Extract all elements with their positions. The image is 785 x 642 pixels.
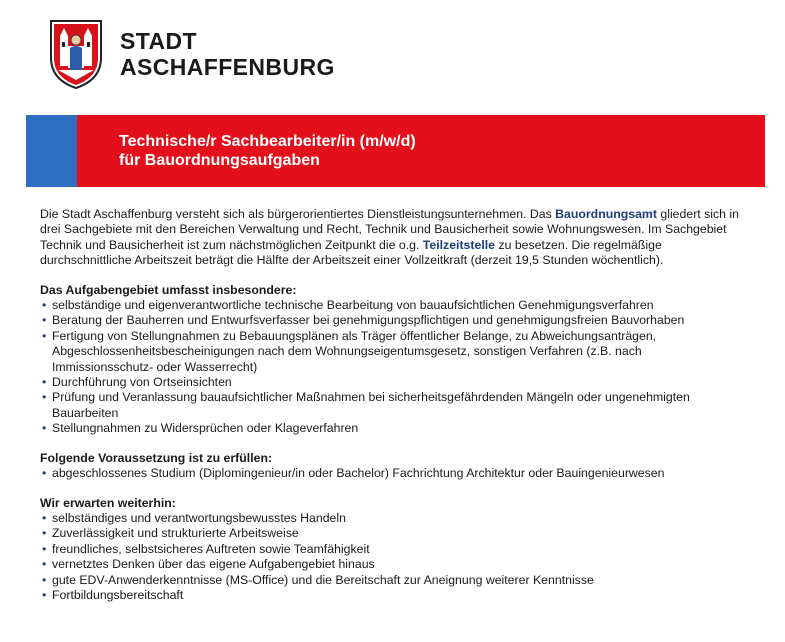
department-highlight: Bauordnungsamt xyxy=(555,207,657,221)
list-item: • Fortbildungsbereitschaft xyxy=(40,588,740,603)
intro-paragraph xyxy=(40,207,740,269)
coat-of-arms-icon xyxy=(48,18,104,90)
list-item: • abgeschlossenes Studium (Diplomingenieur/in oder Bachelor) Fachrichtung Architektur oder Bauingenieurwesen xyxy=(40,466,740,481)
requirements-list xyxy=(40,466,740,481)
section-title-requirements: Folgende Voraussetzung ist zu erfüllen: xyxy=(40,450,273,465)
section-title-expectations: Wir erwarten weiterhin: xyxy=(40,495,176,510)
list-item: • Fertigung von Stellungnahmen zu Bebauungsplänen als Träger öffentlicher Belange, zu Abweichungsanträgen, Abgeschlossenheitsbescheinigungen nach dem Wohnungseigentumsgesetz, sonstigen Verfahren (z.B. nach Immissionsschutz- oder Wasserrecht) xyxy=(40,329,740,375)
intro-text-3: zu besetzen. Die regelmäßige durchschnittliche Arbeitszeit beträgt die Hälfte der Arbeitszeit einer Vollzeitkraft (derzeit 19,5 Stunden wöchentlich). xyxy=(40,237,664,268)
job-description xyxy=(40,207,740,603)
list-item: • Stellungnahmen zu Widersprüchen oder Klageverfahren xyxy=(40,421,740,436)
intro-text-2: gliedert sich in drei Sachgebiete mit den Bereichen Verwaltung und Recht, Technik und Bausicherheit sowie Wohnungswesen. Im Sachgebiet Technik und Bausicherheit ist zum nächstmöglichen Zeitpunkt die o.g. xyxy=(40,207,739,252)
position-type-highlight: Teilzeitstelle xyxy=(422,237,495,252)
city-logo xyxy=(48,18,335,90)
city-name-line1: STADT xyxy=(120,28,197,54)
job-title-line1: Technische/r Sachbearbeiter/in (m/w/d) xyxy=(119,133,416,150)
expectations-list xyxy=(40,511,740,603)
list-item: • gute EDV-Anwenderkenntnisse (MS-Office) und die Bereitschaft zur Aneignung weiterer Kenntnisse xyxy=(40,573,740,588)
list-item: • selbständiges und verantwortungsbewusstes Handeln xyxy=(40,511,740,526)
tasks-list xyxy=(40,298,740,437)
list-item: • selbständige und eigenverantwortliche technische Bearbeitung von bauaufsichtlichen Genehmigungsverfahren xyxy=(40,298,740,313)
list-item: • Durchführung von Ortseinsichten xyxy=(40,375,740,390)
list-item: • Beratung der Bauherren und Entwurfsverfasser bei genehmigungspflichtigen und genehmigungsfreien Bauvorhaben xyxy=(40,313,740,328)
list-item: • vernetztes Denken über das eigene Aufgabengebiet hinaus xyxy=(40,557,740,572)
city-name-line2: ASCHAFFENBURG xyxy=(120,54,335,80)
intro-text-1: Die Stadt Aschaffenburg versteht sich als bürgerorientiertes Dienstleistungsunternehmen. Das xyxy=(40,207,556,221)
list-item: • freundliches, selbstsicheres Auftreten sowie Teamfähigkeit xyxy=(40,542,740,557)
list-item: • Prüfung und Veranlassung bauaufsichtlicher Maßnahmen bei sicherheitsgefährdenden Mängeln oder ungenehmigten Bauarbeiten xyxy=(40,390,740,421)
job-title xyxy=(119,132,416,170)
job-title-line2: für Bauordnungsaufgaben xyxy=(119,152,320,169)
list-item: • Zuverlässigkeit und strukturierte Arbeitsweise xyxy=(40,526,740,541)
banner-accent xyxy=(26,115,77,187)
city-name xyxy=(120,28,335,80)
section-title-tasks: Das Aufgabengebiet umfasst insbesondere: xyxy=(40,282,297,297)
job-title-banner xyxy=(26,115,765,187)
